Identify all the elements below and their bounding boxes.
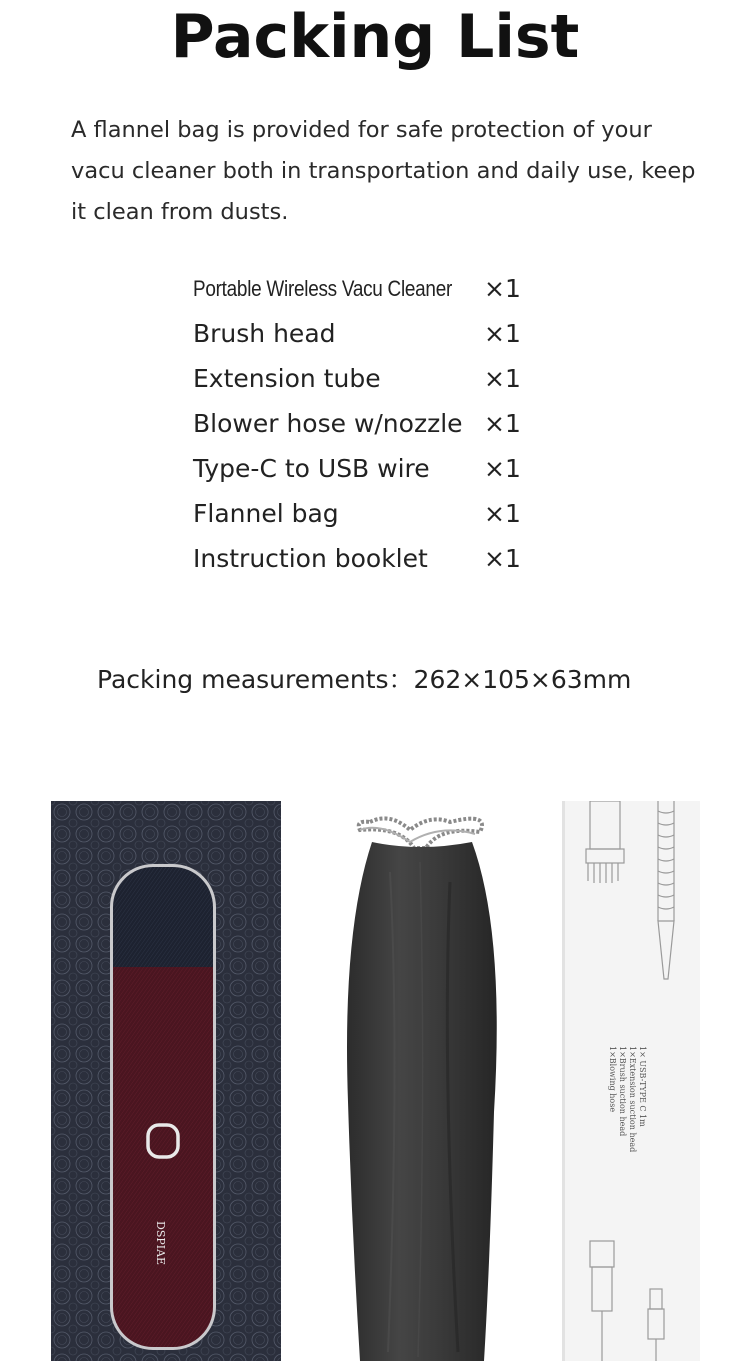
list-item — [193, 491, 533, 536]
item-name: Extension tube — [193, 364, 381, 393]
item-qty: ×1 — [484, 274, 521, 303]
item-qty: ×1 — [484, 364, 521, 393]
item-qty: ×1 — [484, 454, 521, 483]
item-name: Flannel bag — [193, 499, 339, 528]
flannel-bag-image — [330, 812, 510, 1361]
item-name: Brush head — [193, 319, 336, 348]
list-item — [193, 266, 533, 311]
brand-logo: DSPIAE — [154, 1221, 167, 1266]
item-qty: ×1 — [484, 544, 521, 573]
contents-line: 1×Extension suction head — [628, 1046, 637, 1153]
packing-list — [193, 266, 533, 581]
list-item — [193, 356, 533, 401]
item-name: Portable Wireless Vacu Cleaner — [193, 276, 453, 301]
gift-box-image — [51, 801, 281, 1361]
contents-line: 1×Blowing hose — [608, 1046, 617, 1113]
item-qty: ×1 — [484, 319, 521, 348]
item-qty: ×1 — [484, 409, 521, 438]
accessory-box-image — [562, 801, 700, 1361]
item-name: Instruction booklet — [193, 544, 428, 573]
list-item — [193, 536, 533, 581]
description-text: A flannel bag is provided for safe protection of your vacu cleaner both in transportation and daily use, keep it clean from dusts. — [71, 117, 696, 225]
contents-line: 1×Brush suction head — [618, 1046, 627, 1137]
contents-line: 1× USB-TYPE C 1m — [638, 1046, 647, 1127]
vacuum-device — [110, 864, 216, 1350]
list-item — [193, 446, 533, 491]
packing-measurements: Packing measurements：262×105×63mm — [97, 665, 632, 694]
item-name: Blower hose w/nozzle — [193, 409, 463, 438]
item-qty: ×1 — [484, 499, 521, 528]
list-item — [193, 401, 533, 446]
item-name: Type-C to USB wire — [193, 454, 430, 483]
list-item — [193, 311, 533, 356]
page-title: Packing List — [170, 2, 580, 72]
